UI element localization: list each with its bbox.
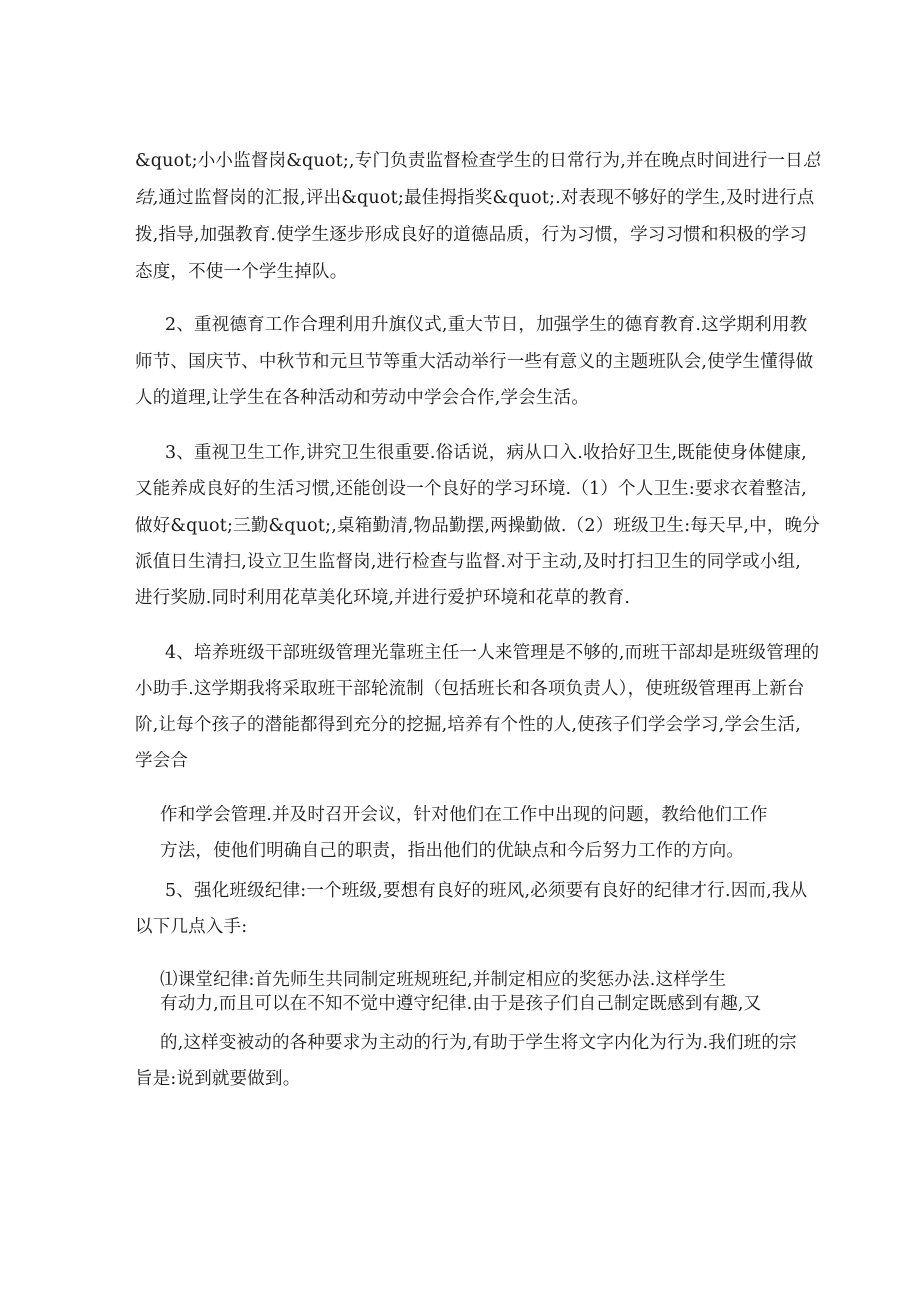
text-line: 阶,让每个孩子的潜能都得到充分的挖掘,培养有个性的人,使孩子们学会学习,学会生活, — [135, 715, 802, 735]
text-line: 拨,指导,加强教育.使学生逐步形成良好的道德品质，行为习惯，学习习惯和积极的学习 — [135, 225, 808, 245]
paragraph-start-line: 5、强化班级纪律:一个班级,要想有良好的班风,必须要有良好的纪律才行.因而,我从 — [165, 881, 808, 901]
italic-text-span: 结, — [135, 188, 159, 208]
text-line: 有动力,而且可以在不知不觉中遵守纪律.由于是孩子们自己制定既感到有趣,又 — [160, 994, 762, 1014]
text-line: 旨是:说到就要做到。 — [135, 1069, 301, 1089]
text-line: 派值日生清扫,设立卫生监督岗,进行检查与监督.对于主动,及时打扫卫生的同学或小组, — [135, 552, 802, 572]
text-span: &quot;小小监督岗&quot;,专门负责监督检查学生的日常行为,并在晚点时间进行一日 — [135, 151, 803, 171]
text-line: 人的道理,让学生在各种活动和劳动中学会合作,学会生活。 — [135, 388, 590, 408]
paragraph-start-line: 3、重视卫生工作,讲究卫生很重要.俗话说，病从口入.收拾好卫生,既能使身体健康, — [165, 443, 807, 463]
text-span: 通过监督岗的汇报,评出&quot;最佳拇指奖&quot;.对表现不够好的学生,及时进行点 — [158, 188, 815, 208]
text-line: 作和学会管理.并及时召开会议，针对他们在工作中出现的问题，教给他们工作 — [160, 805, 768, 825]
text-line: 小助手.这学期我将采取班干部轮流制（包括班长和各项负责人），使班级管理再上新台 — [135, 679, 805, 699]
text-line: 又能养成良好的生活习惯,还能创设一个良好的学习环境.（1）个人卫生:要求衣着整洁, — [135, 479, 807, 499]
text-line: 方法，使他们明确自己的职责，指出他们的优缺点和今后努力工作的方向。 — [160, 841, 745, 861]
text-line — [135, 150, 821, 172]
text-line: 态度，不使一个学生掉队。 — [135, 262, 348, 282]
text-line: 的,这样变被动的各种要求为主动的行为,有助于学生将文字内化为行为.我们班的宗 — [160, 1033, 797, 1053]
text-line: 师节、国庆节、中秋节和元旦节等重大活动举行一些有意义的主题班队会,使学生懂得做 — [135, 352, 814, 372]
text-line: 进行奖励.同时利用花草美化环境,并进行爱护环境和花草的教育. — [135, 588, 631, 608]
paragraph-start-line: 4、培养班级干部班级管理光靠班主任一人来管理是不够的,而班干部却是班级管理的 — [165, 643, 820, 663]
text-line: 以下几点入手: — [135, 917, 248, 937]
italic-text-span: 总 — [802, 151, 821, 171]
paragraph-start-line: 2、重视德育工作合理利用升旗仪式,重大节日，加强学生的德育教育.这学期利用教 — [165, 315, 808, 335]
text-line: 做好&quot;三勤&quot;,桌箱勤清,物品勤摆,两操勤做.（2）班级卫生:每天早,中，晚分 — [135, 516, 820, 536]
text-line — [135, 187, 815, 209]
list-item-line: ⑴课堂纪律:首先师生共同制定班规班纪,并制定相应的奖惩办法.这样学生 — [160, 970, 727, 990]
text-line: 学会合 — [135, 751, 189, 771]
